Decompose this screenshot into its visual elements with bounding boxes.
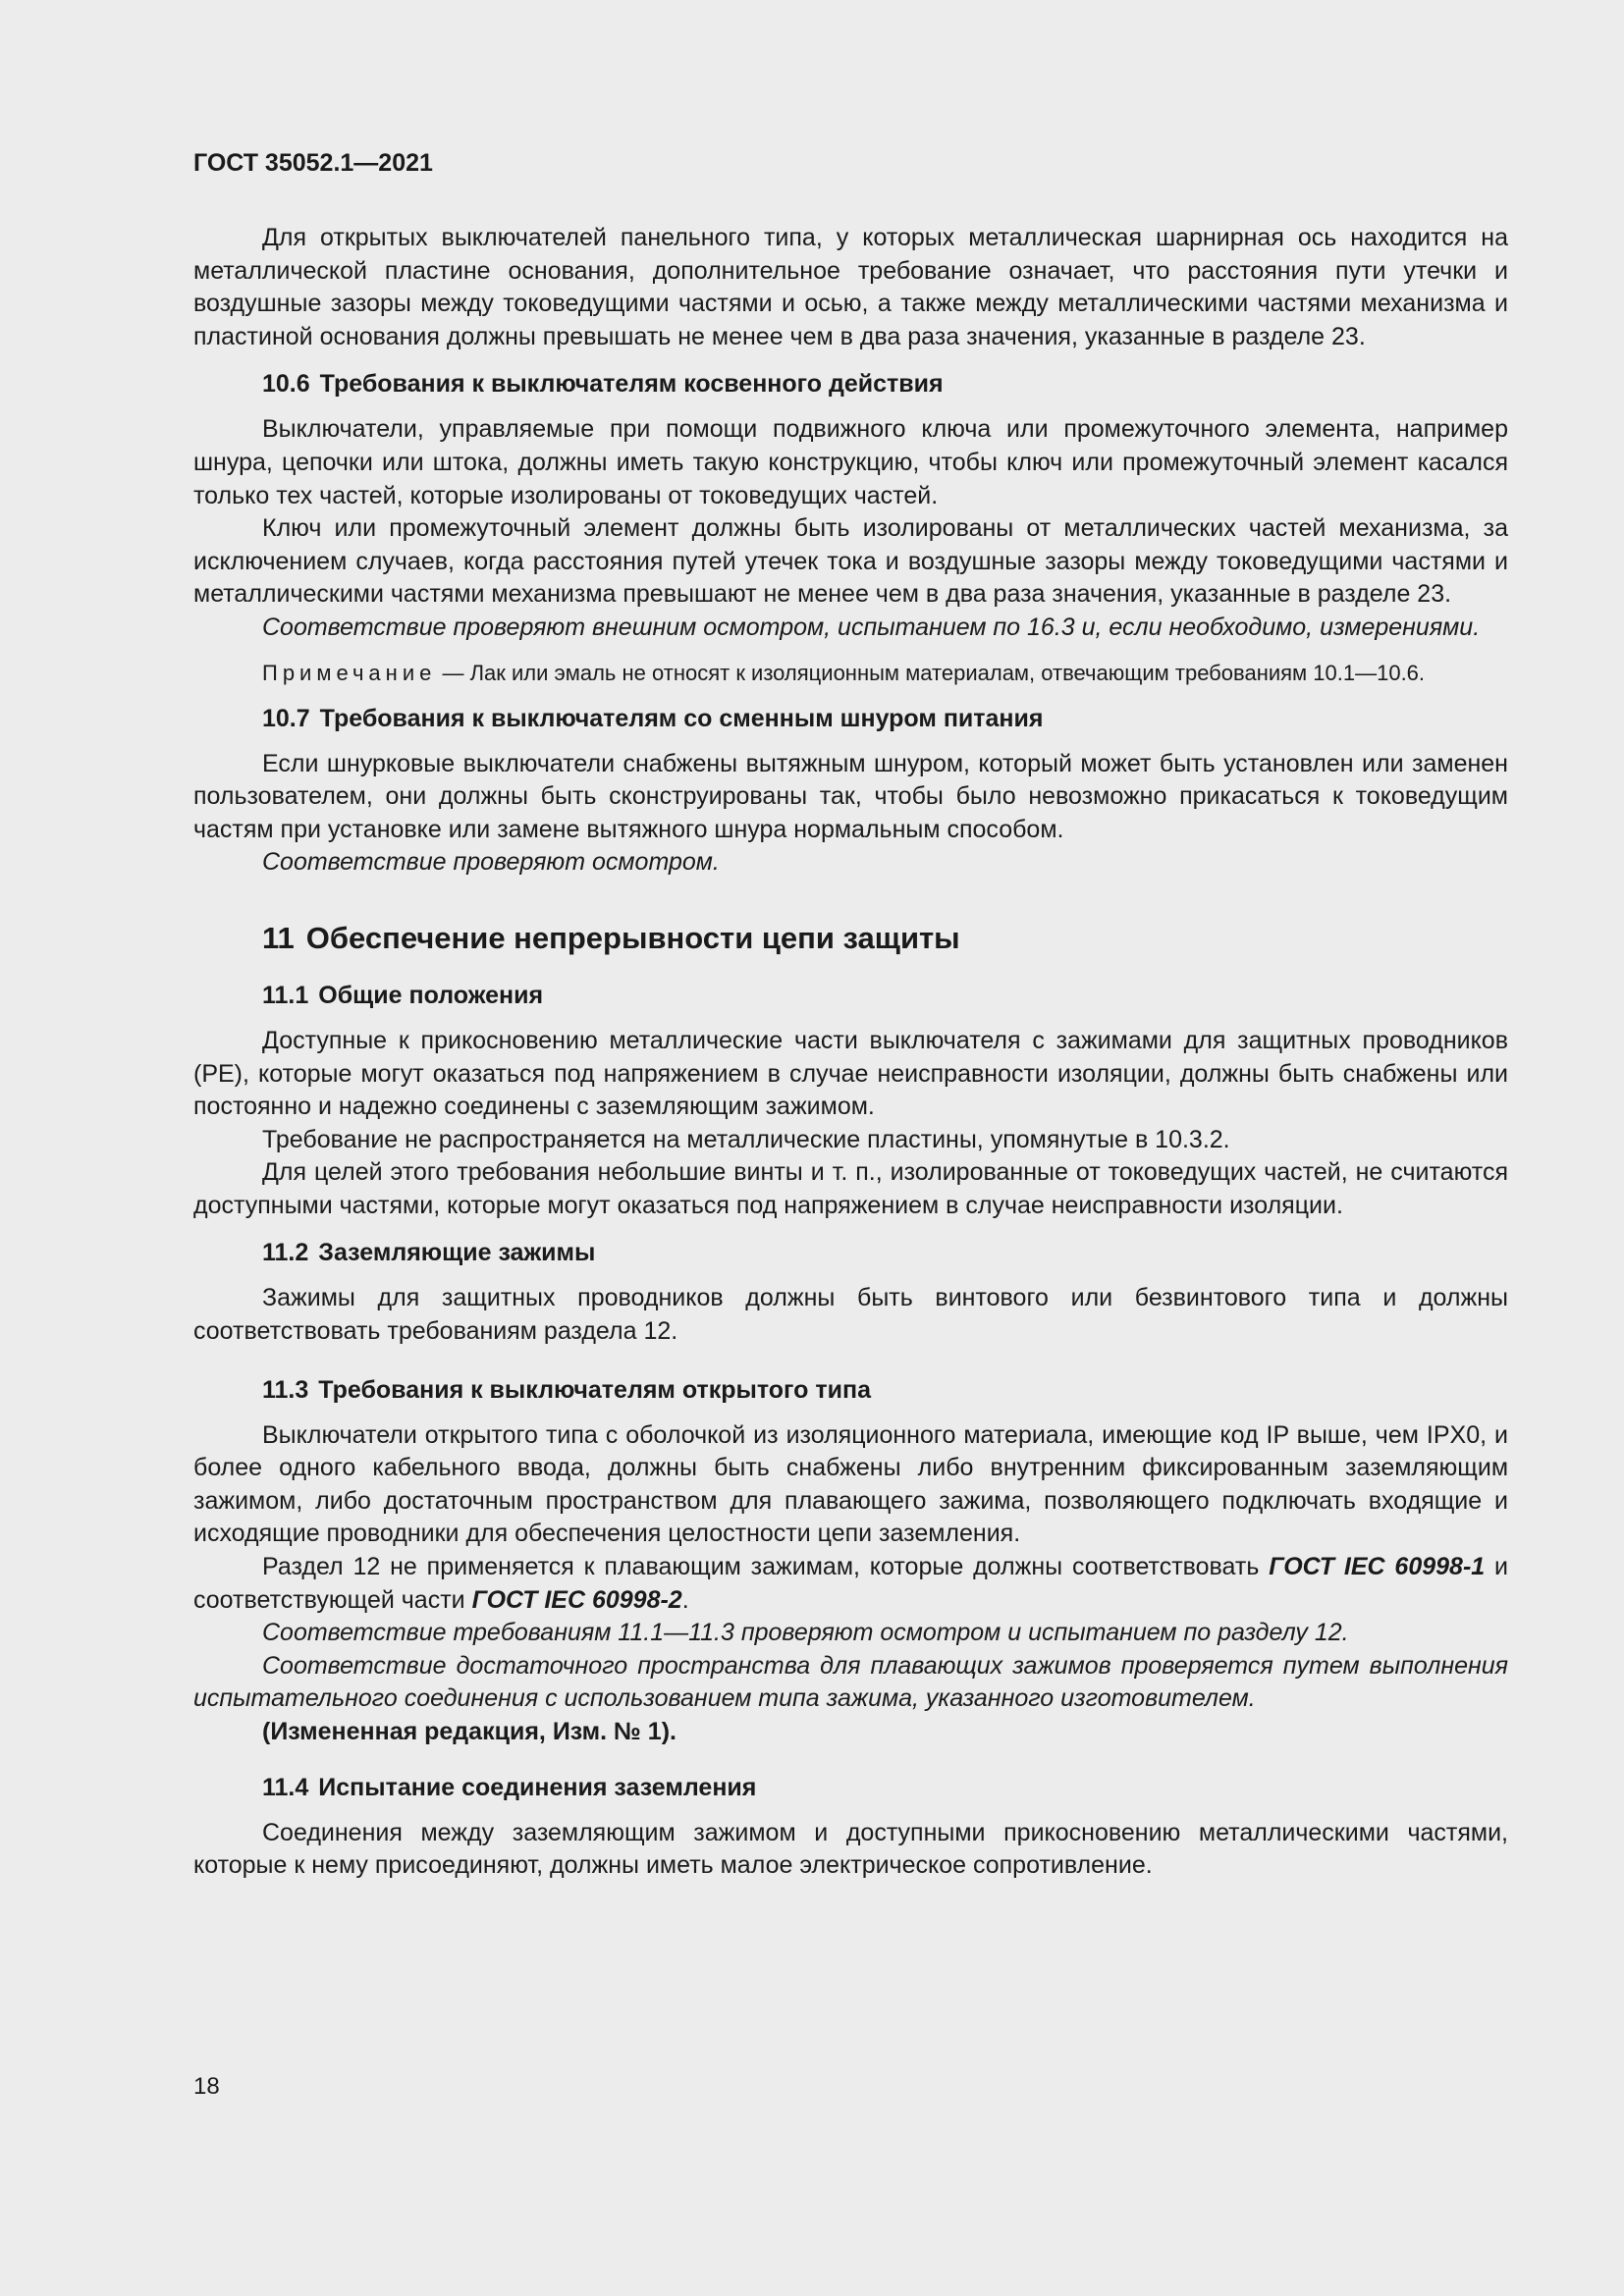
paragraph: Если шнурковые выключатели снабжены вытяжным шнуром, который может быть установлен или заменен пользователем, они должны быть сконструированы так, чтобы было невозможно прикасаться к токоведущим частям при установке или замене вытяжного шнура нормальным способом. [193,749,1508,843]
paragraph-with-references [193,1551,1508,1617]
subsection-heading-11-3 [193,1374,1508,1407]
note-paragraph [193,659,1508,688]
standard-reference: ГОСТ IEC 60998-1 [1269,1553,1486,1581]
page-number: 18 [193,2073,220,2100]
compliance-paragraph: Соответствие требованиям 11.1—11.3 проверяют осмотром и испытанием по разделу 12. [262,1619,1349,1647]
section-number: 11.3 [262,1375,309,1404]
text-fragment: и соответствующей части [193,1553,1508,1614]
paragraph: Ключ или промежуточный элемент должны быть изолированы от металлических частей механизма, за исключением случаев, когда расстояния путей утечек тока и воздушные зазоры между токоведущими частями и металлическими частями механизма превышают не менее чем в два раза значения, указанные в разделе 23. [193,514,1508,609]
section-number: 10.7 [262,704,310,732]
section-number: 11.2 [262,1239,309,1267]
compliance-paragraph: Соответствие достаточного пространства для плавающих зажимов проверяется путем выполнения испытательного соединения с использованием типа зажима, указанного изготовителем. [193,1651,1508,1713]
section-title: Обеспечение непрерывности цепи защиты [305,920,960,955]
note-label: Примечание [262,660,437,685]
section-title: Требования к выключателям косвенного действия [319,370,944,399]
section-title: Общие положения [318,981,544,1009]
amendment-note: (Измененная редакция, Изм. № 1). [262,1718,677,1745]
note-text: — Лак или эмаль не относят к изоляционным материалам, отвечающим требованиям 10.1—10.6. [436,660,1426,685]
paragraph: Зажимы для защитных проводников должны быть винтового или безвинтового типа и должны соответствовать требованиям раздела 12. [193,1284,1508,1346]
compliance-paragraph: Соответствие проверяют внешним осмотром, испытанием по 16.3 и, если необходимо, измерениями. [262,613,1481,641]
section-number: 11.4 [262,1773,309,1801]
paragraph: Требование не распространяется на металлические пластины, упомянутые в 10.3.2. [262,1125,1230,1153]
subsection-heading-10-7 [193,703,1508,735]
section-number: 11.1 [262,981,309,1009]
compliance-paragraph: Соответствие проверяют осмотром. [262,848,720,877]
paragraph: Для целей этого требования небольшие винты и т. п., изолированные от токоведущих частей, не считаются доступными частями, которые могут оказаться под напряжением в случае неисправности изоляции. [193,1158,1508,1219]
paragraph: Доступные к прикосновению металлические части выключателя с зажимами для защитных проводников (PE), которые могут оказаться под напряжением в случае неисправности изоляции, должны быть снабжены или постоянно и надежно соединены с заземляющим зажимом. [193,1026,1508,1121]
section-title: Требования к выключателям открытого типа [318,1375,871,1404]
subsection-heading-11-4 [193,1772,1508,1804]
paragraph: Соединения между заземляющим зажимом и доступными прикосновению металлическими частями, которые к нему присоединяют, должны иметь малое электрическое сопротивление. [193,1818,1508,1880]
subsection-heading-11-2 [193,1237,1508,1269]
document-code-header: ГОСТ 35052.1—2021 [193,149,433,177]
text-fragment: Раздел 12 не применяется к плавающим зажимам, которые должны соответствовать [262,1553,1270,1581]
text-fragment: . [681,1585,689,1614]
paragraph: Для открытых выключателей панельного типа, у которых металлическая шарнирная ось находится на металлической пластине основания, дополнительное требование означает, что расстояния пути утечки и воздушные зазоры между токоведущими частями и осью, а также между металлическими частями механизма и пластиной основания должны превышать не менее чем в два раза значения, указанные в разделе 23. [193,224,1508,350]
section-title: Испытание соединения заземления [318,1773,757,1801]
section-number: 11 [262,920,295,955]
standard-reference: ГОСТ IEC 60998-2 [471,1585,682,1614]
document-body [193,222,1508,1883]
paragraph: Выключатели, управляемые при помощи подвижного ключа или промежуточного элемента, например шнура, цепочки или штока, должны иметь такую конструкцию, чтобы ключ или промежуточный элемент касался только тех частей, которые изолированы от токоведущих частей. [193,415,1508,509]
paragraph: Выключатели открытого типа с оболочкой из изоляционного материала, имеющие код IP выше, чем IPX0, и более одного кабельного ввода, должны быть снабжены либо внутренним фиксированным заземляющим зажимом, либо достаточным пространством для плавающего зажима, позволяющего подключать входящие и исходящие проводники для обеспечения целостности цепи заземления. [193,1420,1508,1548]
section-heading-11 [193,919,1508,958]
section-title: Требования к выключателям со сменным шнуром питания [319,704,1044,732]
subsection-heading-10-6 [193,368,1508,400]
section-number: 10.6 [262,370,310,399]
subsection-heading-11-1 [193,980,1508,1012]
section-title: Заземляющие зажимы [318,1239,596,1267]
